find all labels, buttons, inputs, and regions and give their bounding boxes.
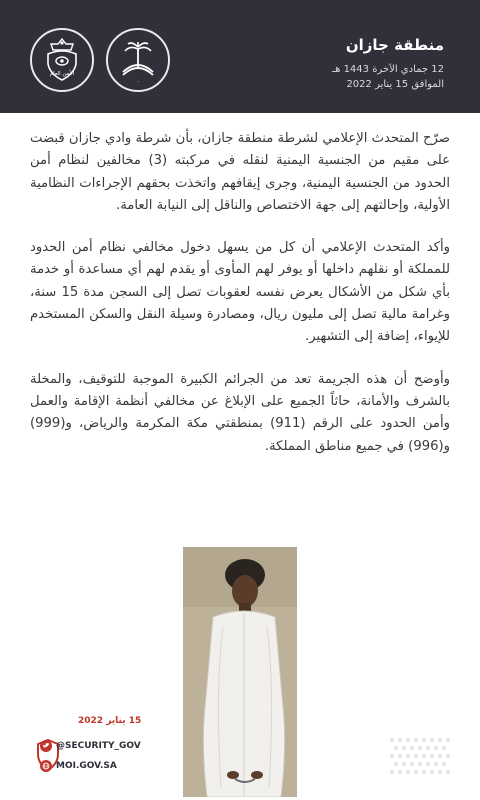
hijri-date: 12 جمادي الآخرة 1443 هـ	[332, 64, 444, 75]
statement-body	[30, 128, 450, 478]
suspect-photo	[183, 547, 297, 797]
public-security-logo	[30, 28, 94, 92]
paragraph-report-numbers: وأوضح أن هذه الجريمة تعد من الجرائم الكبيرة الموجبة للتوقيف، والمخلة بالشرف والأمانة، حاثاً الجميع على الإبلاغ عن مخالفي أنظمة الإقامة والعمل وأمن الحدود على الرقم (911) بمنطقتي مكة المكرمة والرياض، و(999) و(996) في جميع مناطق المملكة.	[30, 371, 451, 454]
header-banner	[0, 0, 480, 113]
twitter-icon	[40, 740, 52, 752]
saudi-emblem-logo	[106, 28, 170, 92]
svg-text:.: .	[137, 78, 139, 84]
website-url: MOI.GOV.SA	[56, 761, 117, 771]
gregorian-date: الموافق 15 يناير 2022	[346, 79, 444, 90]
header-text-block	[332, 36, 444, 90]
twitter-handle: @SECURITY_GOV	[56, 741, 141, 751]
globe-icon	[40, 760, 52, 772]
dot-pattern-decoration	[388, 736, 454, 776]
website-link[interactable]	[40, 760, 117, 772]
paragraph-penalties: وأكد المتحدث الإعلامي أن كل من يسهل دخول مخالفي نظام أمن الحدود للمملكة أو نقلهم داخلها أو يوفر لهم المأوى أو يقدم لهم أي مساعدة أو خدمة بأي شكل من الأشكال يعرض نفسه لعقوبات تصل إلى السجن مدة 15 سنة، وغرامة مالية تصل إلى مليون ريال، ومصادرة وسيلة النقل والسكن المستخدم للإيواء، إضافة إلى التشهير.	[30, 240, 450, 345]
twitter-link[interactable]	[40, 740, 141, 752]
public-security-emblem-icon	[36, 34, 88, 86]
palm-swords-emblem-icon	[113, 35, 163, 85]
paragraph-arrest: صرّح المتحدث الإعلامي لشرطة منطقة جازان، بأن شرطة وادي جازان قبضت على مقيم من الجنسية اليمنية لنقله في مركبته (3) مخالفين لنظام أمن الحدود من الجنسية اليمنية، وجرى إيقافهم واتخذت بحقهم الإجراءات النظامية الأولية، وإحالتهم إلى جهة الاختصاص والناقل إلى النيابة العامة.	[30, 131, 450, 213]
suspect-photo-image	[183, 547, 297, 797]
footer-date: 15 يناير 2022	[78, 716, 142, 726]
region-title: منطقة جازان	[345, 36, 444, 54]
public-security-logo-label: الأمن العام	[49, 71, 75, 77]
